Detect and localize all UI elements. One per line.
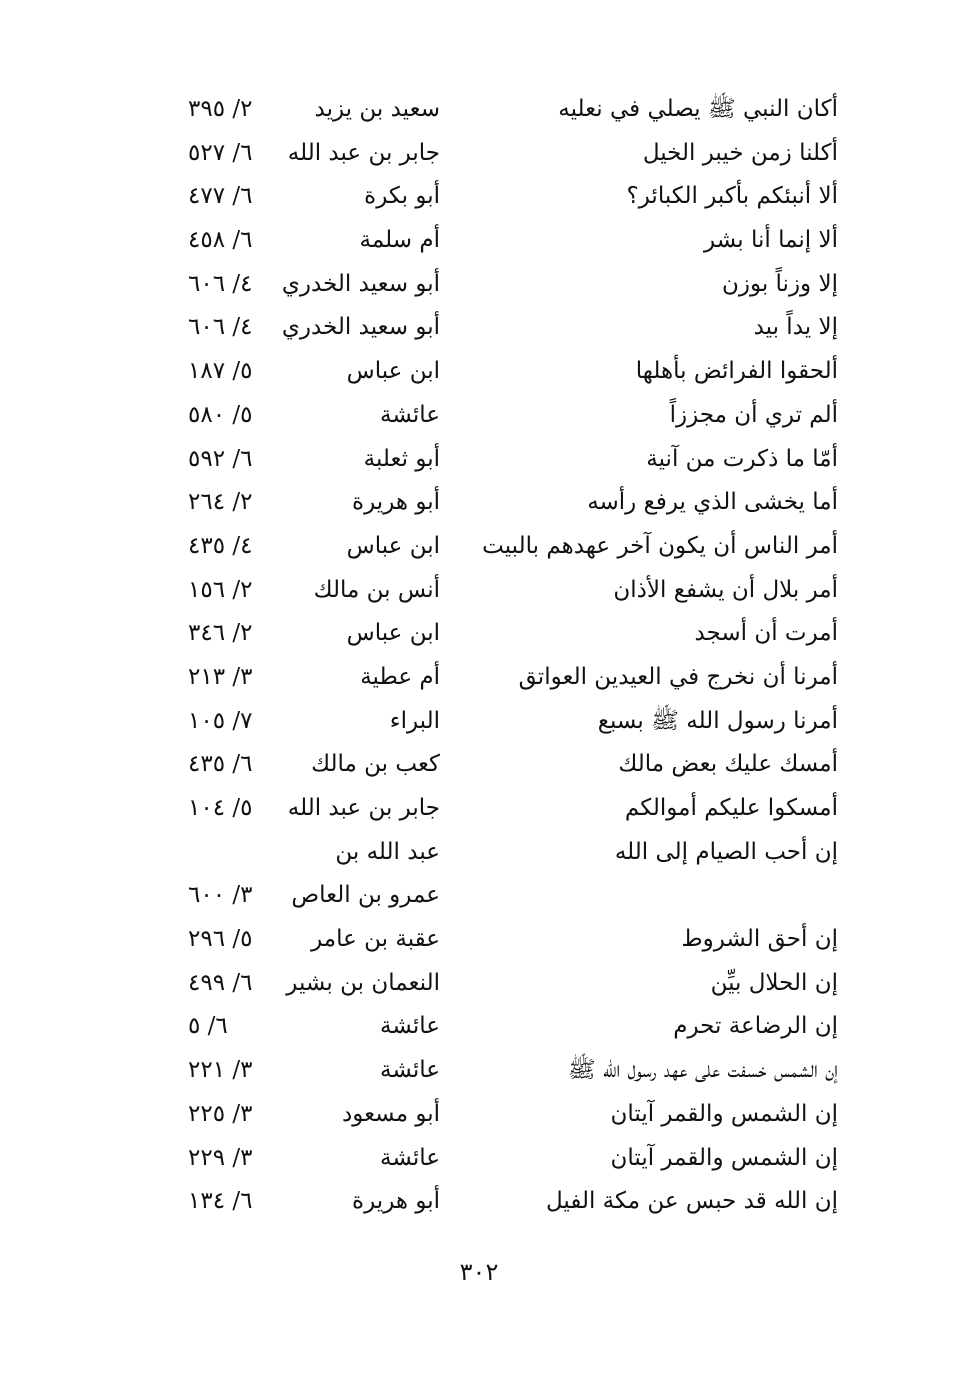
narrator-name: جابر بن عبد الله [287, 795, 440, 821]
hadith-text: ألم تري أن مجززاً [669, 401, 838, 428]
narrator-name: أنس بن مالك [313, 576, 440, 603]
narrator-name: عائشة [380, 1057, 440, 1084]
index-row [150, 656, 850, 700]
volume-page-reference: ٦/ ٥٩٢ [188, 445, 253, 472]
index-row [150, 88, 850, 132]
hadith-text: إن أحب الصيام إلى الله [614, 838, 838, 865]
narrator-name: أبو سعيد الخدري [281, 270, 440, 297]
index-row [150, 700, 850, 744]
narrator-name: عقبة بن عامر [311, 926, 440, 953]
index-row [150, 743, 850, 787]
index-row [150, 394, 850, 438]
index-row [150, 438, 850, 482]
index-row [150, 874, 850, 918]
narrator-name: أم عطية [360, 663, 440, 690]
index-row [150, 481, 850, 525]
narrator-name: أبو مسعود [341, 1100, 440, 1127]
narrator-name: عائشة [380, 401, 440, 428]
index-row [150, 1093, 850, 1137]
index-row [150, 132, 850, 176]
index-row [150, 1005, 850, 1049]
hadith-text: إن الشمس والقمر آيتان [610, 1144, 838, 1171]
hadith-text: ألحقوا الفرائض بأهلها [635, 358, 838, 385]
narrator-name: أبو هريرة [352, 1188, 440, 1215]
narrator-name: أبو هريرة [352, 489, 440, 516]
hadith-text: ألا أنبئكم بأكبر الكبائر؟ [626, 183, 838, 210]
narrator-name: عائشة [380, 1013, 440, 1040]
hadith-text: إن الرضاعة تحرم [673, 1013, 838, 1040]
hadith-text: أمرنا رسول الله ﷺ بسبع [597, 707, 838, 734]
narrator-name: كعب بن مالك [311, 751, 440, 778]
volume-page-reference: ٦/ ٤٥٨ [188, 227, 253, 254]
narrator-name: سعيد بن يزيد [314, 96, 440, 122]
volume-page-reference: ٤/ ٦٠٦ [188, 314, 253, 341]
index-row [150, 175, 850, 219]
narrator-name: أم سلمة [359, 227, 440, 254]
volume-page-reference: ٣/ ٢١٣ [188, 663, 253, 690]
hadith-text: أمسكوا عليكم أموالكم [624, 795, 838, 821]
volume-page-reference: ٦/ ٤٧٧ [188, 183, 253, 210]
hadith-text: أكان النبي ﷺ يصلي في نعليه [558, 96, 838, 122]
narrator-name: أبو سعيد الخدري [281, 314, 440, 341]
volume-page-reference: ٦/ ٤٣٥ [188, 751, 253, 778]
volume-page-reference: ٧/ ١٠٥ [188, 707, 253, 734]
narrator-name: عمرو بن العاص [291, 882, 440, 909]
index-row [150, 918, 850, 962]
hadith-text: ألا إنما أنا بشر [704, 227, 838, 254]
volume-page-reference: ٢/ ٢٦٤ [188, 489, 253, 516]
volume-page-reference: ٣/ ٦٠٠ [188, 882, 253, 909]
index-row [150, 306, 850, 350]
index-row [150, 787, 850, 831]
narrator-name: عبد الله بن [335, 838, 440, 865]
volume-page-reference: ٦/ ٤٩٩ [188, 969, 253, 996]
volume-page-reference: ٣/ ٢٢٩ [188, 1144, 253, 1171]
narrator-name: ابن عباس [346, 532, 440, 559]
index-row [150, 569, 850, 613]
index-row [150, 219, 850, 263]
hadith-text: أمر الناس أن يكون آخر عهدهم بالبيت [482, 532, 838, 559]
page-number: ٣٠٢ [459, 1258, 499, 1286]
volume-page-reference: ٥/ ١٠٤ [188, 795, 253, 821]
volume-page-reference: ٥/ ٢٩٦ [188, 926, 253, 953]
narrator-name: أبو ثعلبة [363, 445, 440, 472]
hadith-text: إن الشمس والقمر آيتان [610, 1100, 838, 1127]
index-row [150, 831, 850, 875]
hadith-text: أمسك عليك بعض مالك [618, 751, 838, 778]
hadith-text: إن الحلال بيِّن [710, 969, 838, 996]
volume-page-reference: ٣/ ٢٢١ [188, 1057, 253, 1084]
volume-page-reference: ٦/ ١٣٤ [188, 1188, 253, 1215]
index-row [150, 350, 850, 394]
hadith-text: إلا وزناً بوزن [721, 270, 838, 297]
volume-page-reference: ٤/ ٤٣٥ [188, 532, 253, 559]
narrator-name: النعمان بن بشير [286, 969, 440, 996]
volume-page-reference: ٢/ ٣٩٥ [188, 96, 253, 122]
hadith-text: أما يخشى الذي يرفع رأسه [587, 489, 838, 516]
hadith-text: أمرنا أن نخرج في العيدين العواتق [518, 663, 838, 690]
hadith-text: إن أحق الشروط [681, 926, 838, 953]
index-row [150, 962, 850, 1006]
hadith-text: إن الله قد حبس عن مكة الفيل [545, 1188, 838, 1215]
narrator-name: أبو بكرة [364, 183, 440, 210]
index-row [150, 612, 850, 656]
hadith-text: أمر بلال أن يشفع الأذان [613, 576, 838, 603]
index-row [150, 1137, 850, 1181]
hadith-index-table [150, 88, 850, 1224]
narrator-name: عائشة [380, 1144, 440, 1171]
narrator-name: جابر بن عبد الله [287, 139, 440, 166]
index-row [150, 525, 850, 569]
index-row [150, 263, 850, 307]
hadith-text: أكلنا زمن خيبر الخيل [642, 139, 838, 166]
narrator-name: ابن عباس [346, 358, 440, 385]
narrator-name: البراء [389, 707, 440, 734]
hadith-text: أمّا ما ذكرت من آنية [646, 445, 838, 472]
hadith-text: إلا يداً بيد [753, 314, 838, 341]
volume-page-reference: ٣/ ٢٢٥ [188, 1100, 253, 1127]
index-row [150, 1180, 850, 1224]
volume-page-reference: ٦/ ٥٢٧ [188, 139, 253, 166]
volume-page-reference: ٤/ ٦٠٦ [188, 270, 253, 297]
volume-page-reference: ٢/ ٣٤٦ [188, 620, 253, 647]
hadith-text: أمرت أن أسجد [694, 620, 838, 647]
volume-page-reference: ٢/ ١٥٦ [188, 576, 253, 603]
hadith-text: إن الشمس خسفت على عهد رسول الله ﷺ [567, 1057, 838, 1084]
volume-page-reference: ٦/ ٥ [188, 1013, 228, 1040]
volume-page-reference: ٥/ ٥٨٠ [188, 401, 253, 428]
volume-page-reference: ٥/ ١٨٧ [188, 358, 253, 385]
narrator-name: ابن عباس [346, 620, 440, 647]
index-row [150, 1049, 850, 1093]
